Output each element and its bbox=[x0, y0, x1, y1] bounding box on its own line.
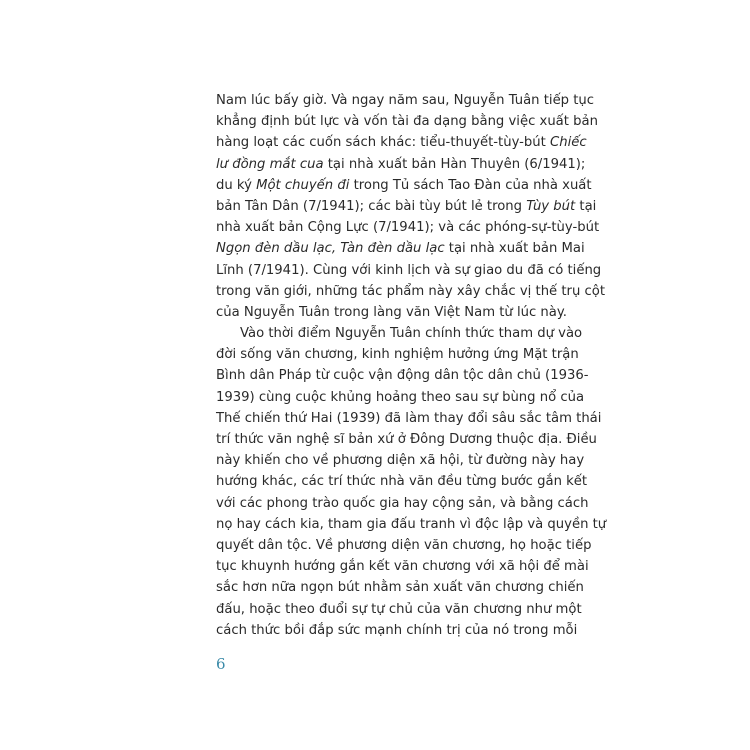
text-segment: Lĩnh (7/1941). Cùng với kinh lịch và sự giao du đã có tiếng bbox=[216, 262, 602, 278]
text-line bbox=[216, 577, 584, 598]
text-segment: cách thức bồi đắp sức mạnh chính trị của nó trong mỗi bbox=[216, 622, 578, 638]
text-line bbox=[216, 238, 585, 259]
text-line bbox=[216, 471, 588, 492]
text-segment: Nam lúc bấy giờ. Và ngay năm sau, Nguyễn Tuân tiếp tục bbox=[216, 93, 595, 108]
text-line bbox=[216, 620, 578, 641]
text-segment: trong Tủ sách Tao Đàn của nhà xuất bbox=[349, 177, 592, 193]
text-line bbox=[216, 154, 586, 175]
text-line bbox=[216, 302, 567, 323]
text-segment: đời sống văn chương, kinh nghiệm hưởng ứng Mặt trận bbox=[216, 347, 579, 363]
text-line bbox=[216, 281, 605, 302]
text-segment: trí thức văn nghệ sĩ bản xứ ở Đông Dương thuộc địa. Điều bbox=[216, 432, 597, 447]
text-segment: tục khuynh hướng gắn kết văn chương với xã hội để mài bbox=[216, 559, 589, 575]
text-segment: tại nhà xuất bản Hàn Thuyên (6/1941); bbox=[323, 156, 586, 172]
text-segment: đấu, hoặc theo đuổi sự tự chủ của văn chương như một bbox=[216, 601, 582, 617]
text-line bbox=[216, 450, 585, 471]
italic-title-text: lư đồng mắt cua bbox=[216, 156, 324, 172]
text-segment: Thế chiến thứ Hai (1939) đã làm thay đổi sâu sắc tâm thái bbox=[216, 410, 602, 426]
text-line bbox=[216, 365, 589, 386]
text-segment: khẳng định bút lực và vốn tài đa dạng bằng việc xuất bản bbox=[216, 114, 598, 130]
text-line bbox=[216, 556, 589, 577]
text-segment: hướng khác, các trí thức nhà văn đều từng bước gắn kết bbox=[216, 474, 588, 490]
text-line bbox=[216, 196, 597, 217]
text-line bbox=[216, 260, 602, 281]
italic-title-text: Một chuyến đi bbox=[256, 177, 350, 193]
text-segment: với các phong trào quốc gia hay cộng sản, và bằng cách bbox=[216, 495, 589, 511]
text-segment: tại nhà xuất bản Mai bbox=[444, 241, 585, 257]
page-number: 6 bbox=[216, 655, 226, 673]
italic-title-text: Chiếc bbox=[550, 135, 587, 151]
text-segment: trong văn giới, những tác phẩm này xây chắc vị thế trụ cột bbox=[216, 283, 605, 299]
text-line bbox=[216, 387, 585, 408]
text-segment: Bình dân Pháp từ cuộc vận động dân tộc dân chủ (1936- bbox=[216, 368, 589, 384]
text-line bbox=[216, 111, 598, 132]
text-segment: nọ hay cách kia, tham gia đấu tranh vì độc lập và quyền tự bbox=[216, 516, 607, 532]
text-segment: của Nguyễn Tuân trong làng văn Việt Nam từ lúc này. bbox=[216, 304, 567, 320]
text-line bbox=[216, 175, 592, 196]
text-segment: này khiến cho về phương diện xã hội, từ đường này hay bbox=[216, 453, 585, 469]
text-line bbox=[216, 90, 595, 111]
text-line bbox=[216, 132, 587, 153]
text-segment: quyết dân tộc. Về phương diện văn chương, họ hoặc tiếp bbox=[216, 537, 592, 553]
text-line bbox=[216, 514, 607, 535]
text-line bbox=[216, 493, 589, 514]
text-segment: tại bbox=[575, 198, 597, 214]
text-line bbox=[216, 599, 582, 620]
text-segment: nhà xuất bản Cộng Lực (7/1941); và các phóng-sự-tùy-bút bbox=[216, 220, 600, 236]
text-line bbox=[216, 217, 600, 238]
text-segment: sắc hơn nữa ngọn bút nhằm sản xuất văn chương chiến bbox=[216, 580, 584, 596]
text-line bbox=[216, 535, 592, 556]
italic-title-text: Tùy bút bbox=[526, 198, 576, 214]
text-line bbox=[216, 323, 583, 344]
text-segment: hàng loạt các cuốn sách khác: tiểu-thuyết-tùy-bút bbox=[216, 135, 551, 151]
italic-title-text: Ngọn đèn dầu lạc, Tàn đèn dầu lạc bbox=[216, 241, 445, 257]
text-line bbox=[216, 408, 602, 429]
text-line bbox=[216, 429, 597, 450]
text-segment: 1939) cùng cuộc khủng hoảng theo sau sự bùng nổ của bbox=[216, 389, 585, 405]
text-segment: bản Tân Dân (7/1941); các bài tùy bút lẻ trong bbox=[216, 198, 527, 214]
text-segment: du ký bbox=[216, 177, 257, 193]
body-text bbox=[216, 90, 607, 641]
text-segment: Vào thời điểm Nguyễn Tuân chính thức tham dự vào bbox=[240, 326, 583, 342]
text-line bbox=[216, 344, 579, 365]
